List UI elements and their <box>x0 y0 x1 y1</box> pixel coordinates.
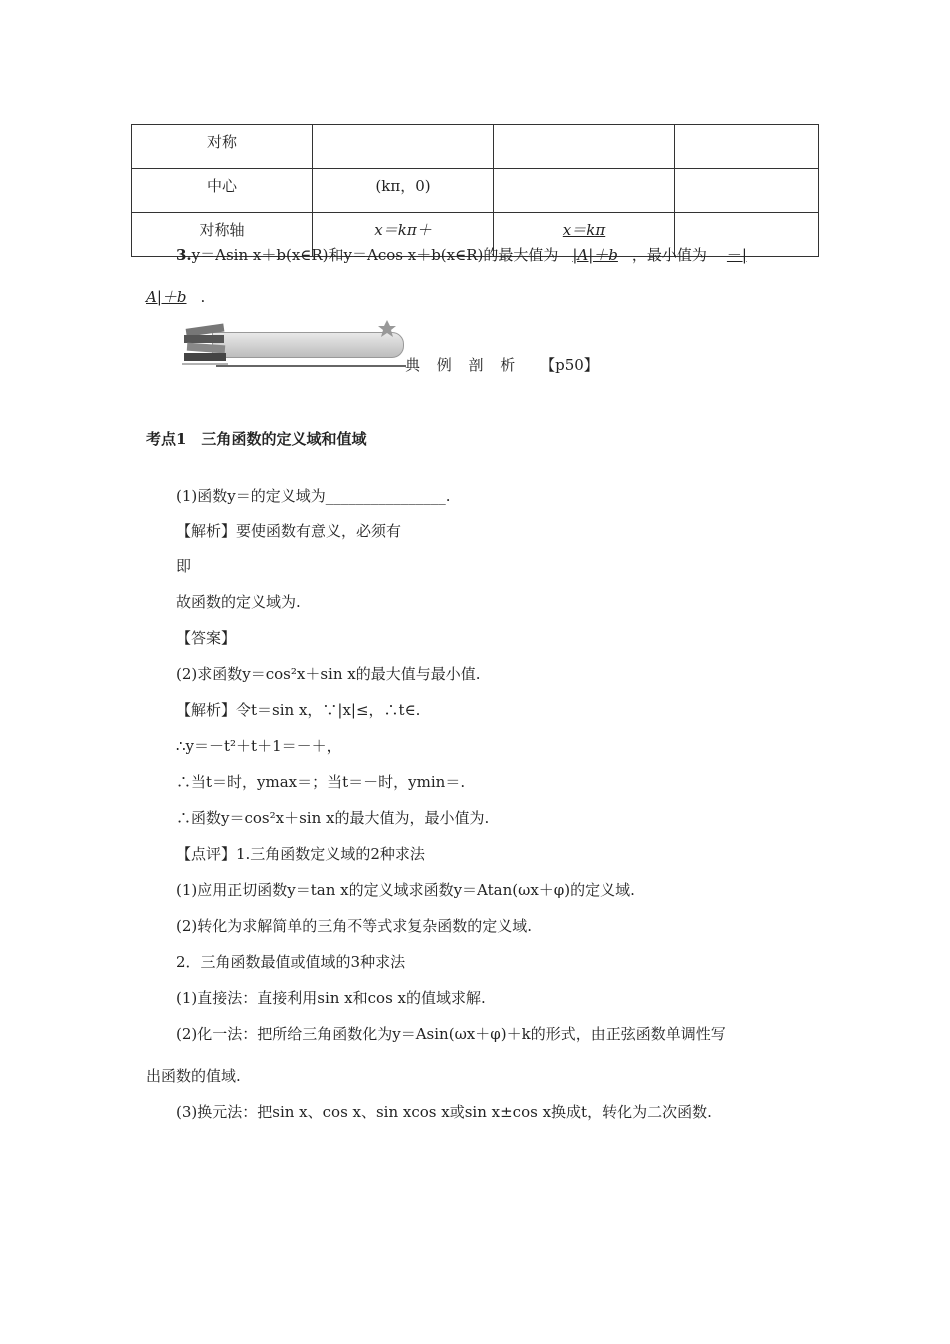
table-cell: x＝kπ <box>494 213 675 257</box>
text-line: (2)求函数y＝cos²x＋sin x的最大值与最小值. <box>176 665 481 683</box>
text-line: 【解析】要使函数有意义，必须有 <box>176 522 402 540</box>
table-cell: 对称 <box>132 125 313 169</box>
table-cell: (kπ，0) <box>313 169 494 213</box>
text-line: 出函数的值域. <box>146 1067 241 1085</box>
text-line: (1)应用正切函数y＝tan x的定义域求函数y＝Atan(ωx＋φ)的定义域. <box>176 881 635 899</box>
table-cell <box>313 125 494 169</box>
item-3-mid: ，最小值为 <box>631 246 707 264</box>
table-cell: 中心 <box>132 169 313 213</box>
text-line: (1)直接法：直接利用sin x和cos x的值域求解. <box>176 989 486 1007</box>
leaf-icon <box>376 318 398 340</box>
text-line: 即 <box>176 557 192 575</box>
table-cell <box>675 125 819 169</box>
min-answer-part1: －| <box>726 246 747 264</box>
symmetry-table <box>131 124 819 257</box>
table-row <box>132 125 819 169</box>
table-cell: x＝kπ＋ <box>313 213 494 257</box>
item-3-line-2 <box>146 286 205 307</box>
text-line: (2)化一法：把所给三角函数化为y＝Asin(ωx＋φ)＋k的形式，由正弦函数单调性写 <box>176 1025 726 1043</box>
page-ref: 【p50】 <box>540 356 599 374</box>
text-line: (2)转化为求解简单的三角不等式求复杂函数的定义域. <box>176 917 533 935</box>
section-banner <box>176 318 408 370</box>
table-cell <box>675 169 819 213</box>
table-row <box>132 169 819 213</box>
item-number: 3. <box>176 246 192 264</box>
text-line: ∴y＝－t²＋t＋1＝－＋， <box>176 737 342 755</box>
item-3-line <box>176 244 747 265</box>
section-title: 考点1 三角函数的定义域和值域 <box>146 430 367 448</box>
max-answer: |A|＋b <box>572 246 618 264</box>
banner-heading <box>405 354 599 375</box>
table-cell <box>494 125 675 169</box>
books-icon <box>182 320 230 366</box>
text-line: (3)换元法：把sin x、cos x、sin xcos x或sin x±cos x换成t，转化为二次函数. <box>176 1103 712 1121</box>
text-line: 【点评】1.三角函数定义域的2种求法 <box>176 845 425 863</box>
text-line: 【解析】令t＝sin x，∵|x|≤，∴t∈. <box>176 701 421 719</box>
item-3-text: y＝Asin x＋b(x∈R)和y＝Acos x＋b(x∈R)的最大值为 <box>191 246 559 264</box>
item-3-end: . <box>200 288 206 306</box>
banner-underline <box>216 365 406 367</box>
min-answer-part2: A|＋b <box>146 288 187 306</box>
text-line: 2．三角函数最值或值域的3种求法 <box>176 953 406 971</box>
table-cell: 对称轴 <box>132 213 313 257</box>
text-line: 故函数的定义域为. <box>176 593 301 611</box>
text-line: 【答案】 <box>176 629 237 647</box>
text-line: (1)函数y＝的定义域为________________. <box>176 487 451 505</box>
banner-title: 典 例 剖 析 <box>405 356 522 374</box>
text-line: ∴函数y＝cos²x＋sin x的最大值为，最小值为. <box>176 809 490 827</box>
text-line: ∴当t＝时，ymax＝；当t＝－时，ymin＝. <box>176 773 466 791</box>
table-cell <box>494 169 675 213</box>
